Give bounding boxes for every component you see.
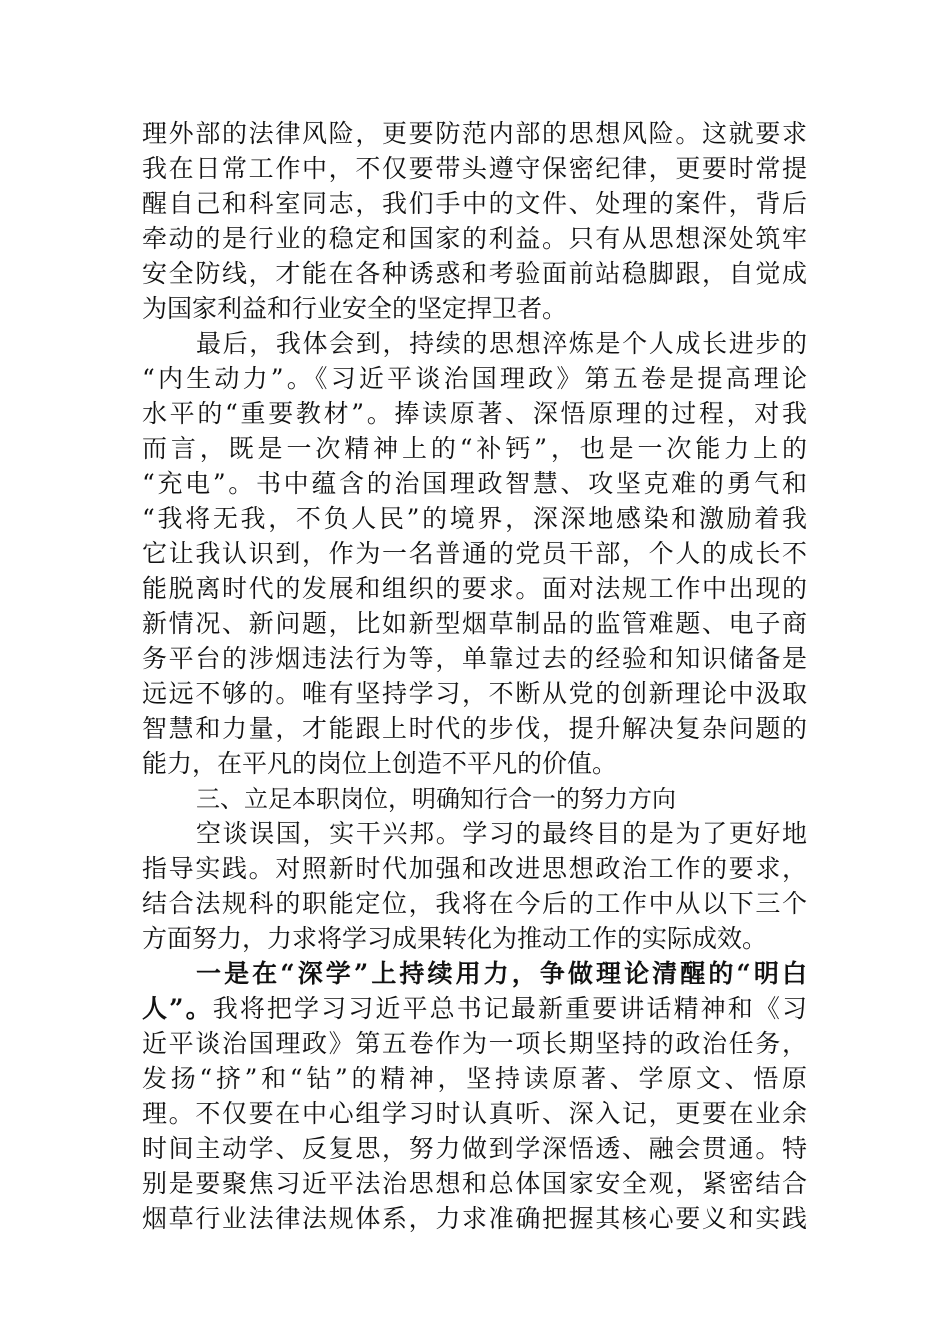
- text-line: 方面努力，力求将学习成果转化为推动工作的实际成效。: [142, 924, 768, 953]
- text-line: 时间主动学、反复思，努力做到学深悟透、融会贯通。特: [142, 1134, 807, 1163]
- text-line: 它让我认识到，作为一名普通的党员干部，个人的成长不: [142, 539, 807, 568]
- text-line: 结合法规科的职能定位，我将在今后的工作中从以下三个: [142, 889, 807, 918]
- text-line: 为国家利益和行业安全的坚定捍卫者。: [142, 294, 568, 323]
- text-line: 务平台的涉烟违法行为等，单靠过去的经验和知识储备是: [142, 644, 807, 673]
- text-line: 理外部的法律风险，更要防范内部的思想风险。这就要求: [142, 119, 807, 148]
- section-heading: 三、立足本职岗位，明确知行合一的努力方向: [196, 785, 676, 813]
- text-line: 牵动的是行业的稳定和国家的利益。只有从思想深处筑牢: [142, 224, 807, 253]
- text-span: 我将把学习习近平总书记最新重要讲话精神和《习: [212, 994, 807, 1023]
- text-line: 近平谈治国理政》第五卷作为一项长期坚持的政治任务，: [142, 1029, 807, 1058]
- text-line: 发扬“挤”和“钻”的精神，坚持读原著、学原文、悟原: [142, 1064, 807, 1093]
- text-line: 理。不仅要在中心组学习时认真听、深入记，更要在业余: [142, 1099, 807, 1128]
- text-line: 指导实践。对照新时代加强和改进思想政治工作的要求，: [142, 854, 807, 883]
- text-line: 别是要聚焦习近平法治思想和总体国家安全观，紧密结合: [142, 1169, 807, 1198]
- bold-lead-line: 一是在“深学”上持续用力，争做理论清醒的“明白: [196, 959, 807, 988]
- text-line: 能脱离时代的发展和组织的要求。面对法规工作中出现的: [142, 574, 807, 603]
- paragraph-start-line: 最后，我体会到，持续的思想淬炼是个人成长进步的: [196, 329, 807, 358]
- text-line: 能力，在平凡的岗位上创造不平凡的价值。: [142, 749, 618, 778]
- text-line: 烟草行业法律法规体系，力求准确把握其核心要义和实践: [142, 1204, 807, 1233]
- text-line: “充电”。书中蕴含的治国理政智慧、攻坚克难的勇气和: [142, 469, 807, 498]
- text-line: 而言，既是一次精神上的“补钙”，也是一次能力上的: [142, 434, 807, 463]
- mixed-line: [142, 989, 807, 1029]
- text-line: “内生动力”。《习近平谈治国理政》第五卷是提高理论: [142, 364, 807, 393]
- paragraph-start-line: 空谈误国，实干兴邦。学习的最终目的是为了更好地: [196, 819, 807, 848]
- text-line: 醒自己和科室同志，我们手中的文件、处理的案件，背后: [142, 189, 807, 218]
- text-line: 远远不够的。唯有坚持学习，不断从党的创新理论中汲取: [142, 679, 807, 708]
- text-line: 新情况、新问题，比如新型烟草制品的监管难题、电子商: [142, 609, 807, 638]
- text-line: 我在日常工作中，不仅要带头遵守保密纪律，更要时常提: [142, 154, 807, 183]
- text-line: 安全防线，才能在各种诱惑和考验面前站稳脚跟，自觉成: [142, 259, 807, 288]
- text-line: 智慧和力量，才能跟上时代的步伐，提升解决复杂问题的: [142, 714, 807, 743]
- bold-lead-tail: 人”。: [142, 994, 213, 1023]
- text-line: 水平的“重要教材”。捧读原著、深悟原理的过程，对我: [142, 399, 807, 428]
- text-line: “我将无我，不负人民”的境界，深深地感染和激励着我: [142, 504, 807, 533]
